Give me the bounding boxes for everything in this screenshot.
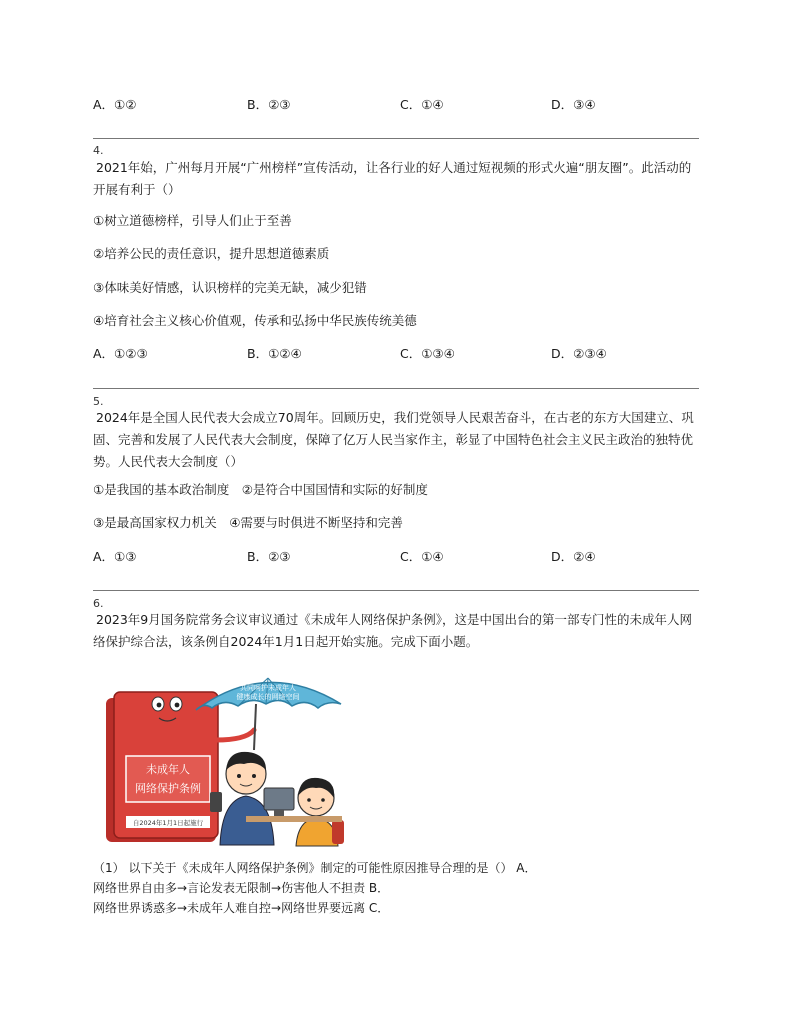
q6-stem: 2023年9月国务院常务会议审议通过《未成年人网络保护条例》，这是中国出台的第一部专门性的未成年人网络保护综合法，该条例自2024年1月1日起开始实施。完成下面小题。 <box>93 612 693 649</box>
q5-option-a[interactable]: A．①③ <box>93 549 137 564</box>
q4-option-a[interactable]: A．①②③ <box>93 346 148 361</box>
q4-item-3: ③体味美好情感，认识榜样的完美无缺，减少犯错 <box>93 280 367 295</box>
phone-icon <box>210 792 222 812</box>
q6-sub1 <box>93 858 703 918</box>
book-title-line1: 未成年人 <box>146 763 190 776</box>
q3-options <box>93 95 693 113</box>
q4-item-4: ④培育社会主义核心价值观，传承和弘扬中华民族传统美德 <box>93 313 417 328</box>
book-footer: 自2024年1月1日起施行 <box>132 819 204 827</box>
q3-option-b[interactable]: B．②③ <box>247 97 291 112</box>
q6-sub1-line-1: （1） 以下关于《未成年人网络保护条例》制定的可能性原因推导合理的是（） A． <box>93 861 537 875</box>
q3-option-c[interactable]: C．①④ <box>400 97 444 112</box>
q4-option-b[interactable]: B．①②④ <box>247 346 302 361</box>
q4-option-d[interactable]: D．②③④ <box>551 346 607 361</box>
q5-item-1: ①是我国的基本政治制度 ②是符合中国国情和实际的好制度 <box>93 482 428 497</box>
q5-option-d[interactable]: D．②④ <box>551 549 596 564</box>
q5-number: 5. <box>93 395 104 408</box>
q5-option-b[interactable]: B．②③ <box>247 549 291 564</box>
umbrella-text-line1: 共同呵护未成年人 <box>240 684 296 692</box>
umbrella-text-line2: 健康成长的网络空间 <box>236 693 300 701</box>
q3-option-d[interactable]: D．③④ <box>551 97 596 112</box>
q4-stem: 2021年始，广州每月开展“广州榜样”宣传活动，让各行业的好人通过短视频的形式火遍“朋友圈”。此活动的开展有利于（） <box>93 160 692 197</box>
q4-item-2: ②培养公民的责任意识，提升思想道德素质 <box>93 246 330 261</box>
q5-stem: 2024年是全国人民代表大会成立70周年。回顾历史，我们党领导人民艰苦奋斗，在古老的东方大国建立、巩固、完善和发展了人民代表大会制度，保障了亿万人民当家作主，彰显了中国特色社会主义民主政治的独特优势。人民代表大会制度（） <box>93 410 694 469</box>
q5-item-2: ③是最高国家权力机关 ④需要与时俱进不断坚持和完善 <box>93 515 403 530</box>
q6-sub1-line-3[interactable]: 网络世界诱惑多→未成年人难自控→网络世界要远离 C． <box>93 901 390 915</box>
q4-number: 4. <box>93 144 104 157</box>
divider-rule <box>93 590 699 591</box>
q4-option-c[interactable]: C．①③④ <box>400 346 455 361</box>
q4-item-1: ①树立道德榜样，引导人们止于至善 <box>93 213 292 228</box>
divider-rule <box>93 388 699 389</box>
divider-rule <box>93 138 699 139</box>
q6-illustration <box>96 670 346 848</box>
q6-sub1-line-2[interactable]: 网络世界自由多→言论发表无限制→伤害他人不担责 B． <box>93 881 390 895</box>
q4-options <box>93 344 693 362</box>
q6-number: 6. <box>93 597 104 610</box>
q5-option-c[interactable]: C．①④ <box>400 549 444 564</box>
book-title-line2: 网络保护条例 <box>135 782 201 795</box>
q5-options <box>93 547 693 565</box>
q3-option-a[interactable]: A．①② <box>93 97 137 112</box>
